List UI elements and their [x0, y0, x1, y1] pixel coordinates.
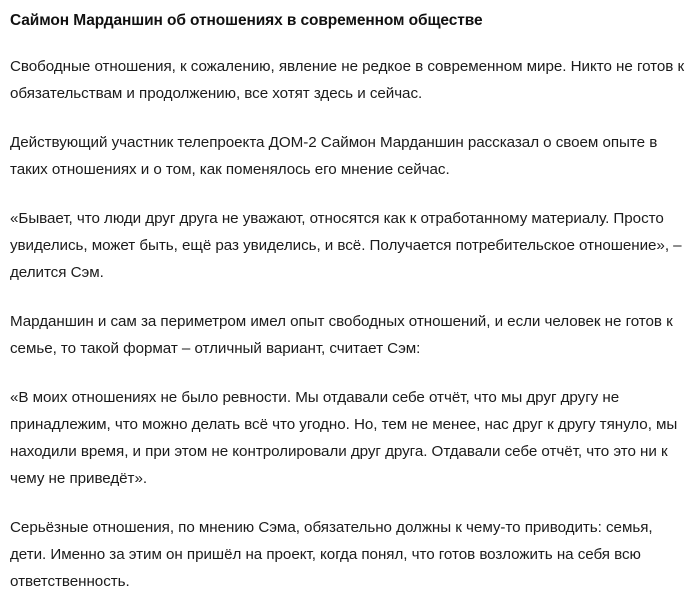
page-title: Саймон Марданшин об отношениях в современном обществе	[10, 12, 483, 29]
article-paragraph: Серьёзные отношения, по мнению Сэма, обязательно должны к чему-то приводить: семья, дети. Именно за этим он пришёл на проект, когда понял, что готов возложить на себя всю ответственность.	[10, 519, 653, 590]
article-paragraph: Свободные отношения, к сожалению, явление не редкое в современном мире. Никто не готов к обязательствам и продолжению, все хотят здесь и сейчас.	[10, 58, 685, 102]
article-paragraph: Действующий участник телепроекта ДОМ-2 Саймон Марданшин рассказал о своем опыте в таких отношениях и о том, как поменялось его мнение сейчас.	[10, 134, 658, 178]
article-paragraph: Марданшин и сам за периметром имел опыт свободных отношений, и если человек не готов к семье, то такой формат – отличный вариант, считает Сэм:	[10, 313, 673, 357]
article-paragraph: «В моих отношениях не было ревности. Мы отдавали себе отчёт, что мы друг другу не принадлежим, что можно делать всё что угодно. Но, тем не менее, нас друг к другу тянуло, мы находили время, и при этом не контролировали друг друга. Отдавали себе отчёт, что это ни к чему не приведёт».	[10, 389, 678, 487]
article-paragraph: «Бывает, что люди друг друга не уважают, относятся как к отработанному материалу. Просто увиделись, может быть, ещё раз увиделись, и всё. Получается потребительское отношение», – делится Сэм.	[10, 210, 682, 281]
